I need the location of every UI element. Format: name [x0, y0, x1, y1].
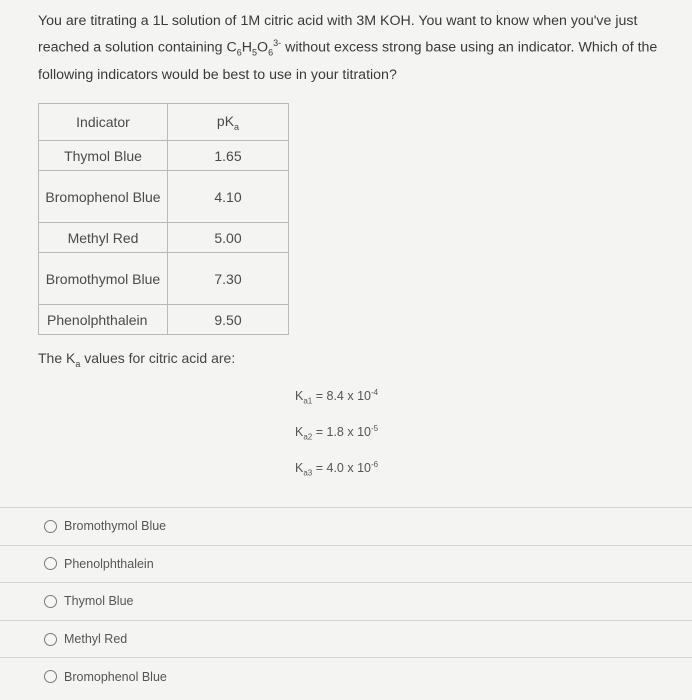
table-row: [39, 305, 289, 335]
ka-values: [295, 383, 378, 491]
header-indicator: Indicator: [39, 104, 168, 141]
ka-row: [295, 383, 378, 419]
header-pka: [168, 104, 289, 141]
ka-row: [295, 455, 378, 491]
table-row: [39, 171, 289, 223]
ka-intro-text: [38, 350, 235, 369]
header-pka-sub: a: [234, 121, 240, 132]
option-bromothymol-blue[interactable]: [0, 507, 692, 545]
option-phenolphthalein[interactable]: [0, 545, 692, 583]
radio-button-icon[interactable]: [44, 595, 57, 608]
ka-value: = 1.8 x 10: [312, 425, 371, 440]
formula-sub-c: 6: [236, 47, 242, 58]
indicator-pka: 4.10: [168, 171, 289, 223]
indicator-name: Phenolphthalein: [39, 305, 168, 335]
table-header-row: [39, 104, 289, 141]
option-label: Bromophenol Blue: [64, 669, 167, 684]
radio-button-icon[interactable]: [44, 670, 57, 683]
ka-exponent: -6: [370, 460, 379, 469]
ka-value: = 4.0 x 10: [312, 461, 371, 476]
option-label: Methyl Red: [64, 632, 128, 647]
indicator-name: Bromophenol Blue: [39, 171, 168, 223]
table-row: [39, 223, 289, 253]
question-part2: without excess strong base using an indicator. Which of the following indicators would be best to use in your titration?: [38, 39, 658, 83]
ka-label: K: [295, 425, 304, 440]
radio-button-icon[interactable]: [44, 557, 57, 570]
ka-value: = 8.4 x 10: [312, 389, 371, 404]
ka-row: [295, 419, 378, 455]
indicator-pka: 9.50: [168, 305, 289, 335]
formula-sub-o: 6: [268, 47, 274, 58]
ka-exponent: -5: [370, 424, 379, 433]
formula-h: H: [241, 39, 253, 56]
option-label: Bromothymol Blue: [64, 519, 167, 534]
table-row: [39, 253, 289, 305]
indicator-pka: 7.30: [168, 253, 289, 305]
option-label: Thymol Blue: [64, 594, 134, 609]
indicator-name: Methyl Red: [39, 223, 168, 253]
formula-charge: 3-: [273, 38, 282, 48]
option-label: Phenolphthalein: [64, 556, 154, 571]
question-text: [38, 10, 678, 86]
ka-intro-sub: a: [75, 358, 81, 369]
radio-button-icon[interactable]: [44, 633, 57, 646]
ka-exponent: -4: [370, 388, 379, 397]
ka-sub: a3: [303, 468, 313, 478]
question-part1: You are titrating a 1L solution of 1M citric acid with 3M KOH. You want to know when you've just reached a solution containing C: [38, 13, 638, 56]
formula-o: O: [257, 39, 269, 56]
indicator-name: Thymol Blue: [39, 141, 168, 171]
table-row: [39, 141, 289, 171]
ka-intro-pre: The K: [38, 350, 76, 366]
ka-label: K: [295, 461, 304, 476]
option-thymol-blue[interactable]: [0, 582, 692, 620]
option-methyl-red[interactable]: [0, 620, 692, 658]
indicator-pka: 5.00: [168, 223, 289, 253]
radio-button-icon[interactable]: [44, 520, 57, 533]
ka-sub: a2: [303, 432, 313, 442]
formula-sub-h: 5: [252, 47, 258, 58]
indicator-pka: 1.65: [168, 141, 289, 171]
ka-intro-post: values for citric acid are:: [80, 350, 236, 366]
indicator-table: [38, 103, 289, 335]
header-pka-text: pK: [216, 112, 235, 129]
option-bromophenol-blue[interactable]: [0, 657, 692, 695]
answer-options: [0, 507, 692, 695]
indicator-name: Bromothymol Blue: [39, 253, 168, 305]
ka-sub: a1: [303, 396, 313, 406]
ka-label: K: [295, 389, 304, 404]
